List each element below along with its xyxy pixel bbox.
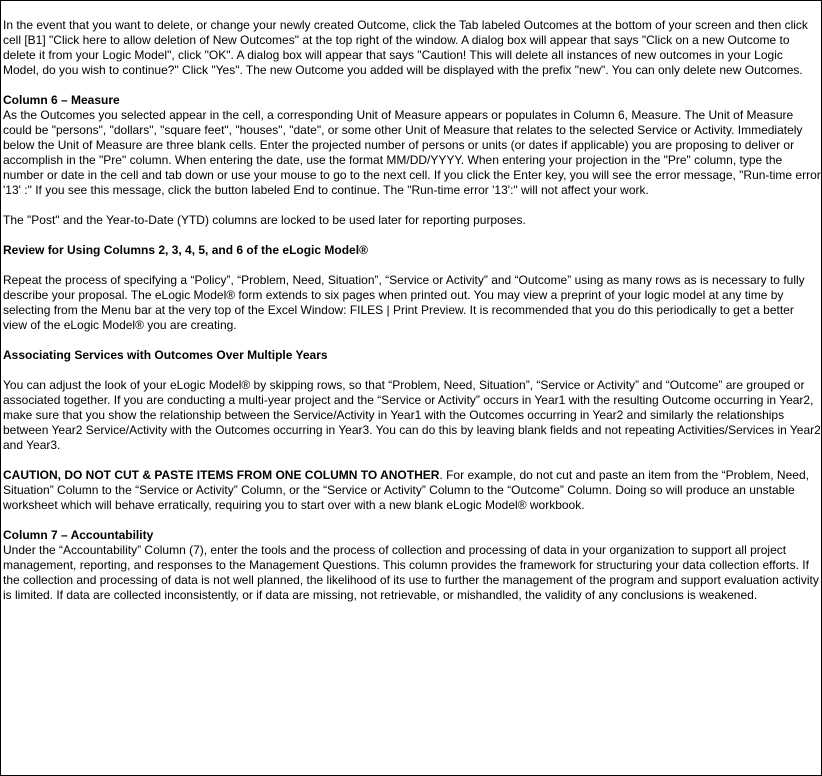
locked-columns-note: The "Post" and the Year-to-Date (YTD) columns are locked to be used later for reporting purposes. xyxy=(3,213,526,227)
spacer xyxy=(3,198,821,213)
document-body xyxy=(3,18,821,603)
spacer xyxy=(3,453,821,468)
caution-lead: CAUTION, DO NOT CUT & PASTE ITEMS FROM ONE COLUMN TO ANOTHER xyxy=(3,468,440,482)
spacer xyxy=(3,363,821,378)
intro-paragraph: In the event that you want to delete, or change your newly created Outcome, click the Tab labeled Outcomes at the bottom of your screen and then click cell [B1] "Click here to allow deletion of New Outcomes" at the top right of the window. A dialog box will appear that says "Click on a new Outcome to delete it from your Logic Model", click "OK". A dialog box will appear that says "Caution! This will delete all instances of new outcomes in your Logic Model, do you wish to continue?" Click "Yes". The new Outcome you added will be displayed with the prefix "new". You can only delete new Outcomes. xyxy=(3,18,808,77)
associating-heading: Associating Services with Outcomes Over Multiple Years xyxy=(3,348,328,362)
column-7-heading: Column 7 – Accountability xyxy=(3,528,154,542)
caution-body: . For example, do not cut and paste an item from the “Problem, Need, Situation” Column to the “Service or Activity” Column, or the “Service or Activity” Column to the “Outcome” Column. Doing so will produce an unstable worksheet which will behave erratically, requiring you to start over with a new blank eLogic Model® workbook. xyxy=(3,468,809,512)
spacer xyxy=(3,513,821,528)
associating-paragraph: You can adjust the look of your eLogic Model® by skipping rows, so that “Problem, Need, Situation”, “Service or Activity” and “Outcome” are grouped or associated together. If you are conducting a multi-year project and the “Service or Activity” occurs in Year1 with the resulting Outcome occurring in Year2, make sure that you show the relationship between the Service/Activity in Year1 with the Outcomes occurring in Year2 and similarly the relationships between Year2 Service/Activity with the Outcomes occurring in Year3. You can do this by leaving blank fields and not repeating Activities/Services in Year2 and Year3. xyxy=(3,378,821,452)
column-6-heading: Column 6 – Measure xyxy=(3,93,120,107)
review-heading: Review for Using Columns 2, 3, 4, 5, and 6 of the eLogic Model® xyxy=(3,243,368,257)
spacer xyxy=(3,333,821,348)
caution-paragraph xyxy=(3,468,821,513)
review-paragraph: Repeat the process of specifying a “Policy”, “Problem, Need, Situation”, “Service or Activity” and “Outcome” using as many rows as is necessary to fully describe your proposal. The eLogic Model® form extends to six pages when printed out. You may view a preprint of your logic model at any time by selecting from the Menu bar at the very top of the Excel Window: FILES | Print Preview. It is recommended that you do this periodically to get a better view of the eLogic Model® you are creating. xyxy=(3,273,805,332)
spacer xyxy=(3,258,821,273)
spacer xyxy=(3,228,821,243)
spacer xyxy=(3,78,821,93)
column-7-paragraph: Under the “Accountability” Column (7), enter the tools and the process of collection and processing of data in your organization to support all project management, reporting, and responses to the Management Questions. This column provides the framework for structuring your data collection efforts. If the collection and processing of data is not well planned, the likelihood of its use to further the management of the program and support evaluation activity is limited. If data are collected inconsistently, or if data are missing, not retrievable, or mishandled, the validity of any conclusions is weakened. xyxy=(3,543,819,602)
column-6-paragraph: As the Outcomes you selected appear in the cell, a corresponding Unit of Measure appears or populates in Column 6, Measure. The Unit of Measure could be "persons", "dollars", "square feet", "houses", "date", or some other Unit of Measure that relates to the selected Service or Activity. Immediately below the Unit of Measure are three blank cells. Enter the projected number of persons or units (or dates if applicable) you are proposing to deliver or accomplish in the "Pre" column. When entering the date, use the format MM/DD/YYYY. When entering your projection in the "Pre" column, type the number or date in the cell and tab down or use your mouse to go to the next cell. If you click the Enter key, you will see the error message, "Run-time error '13' :" If you see this message, click the button labeled End to continue. The "Run-time error '13':" will not affect your work. xyxy=(3,108,821,197)
